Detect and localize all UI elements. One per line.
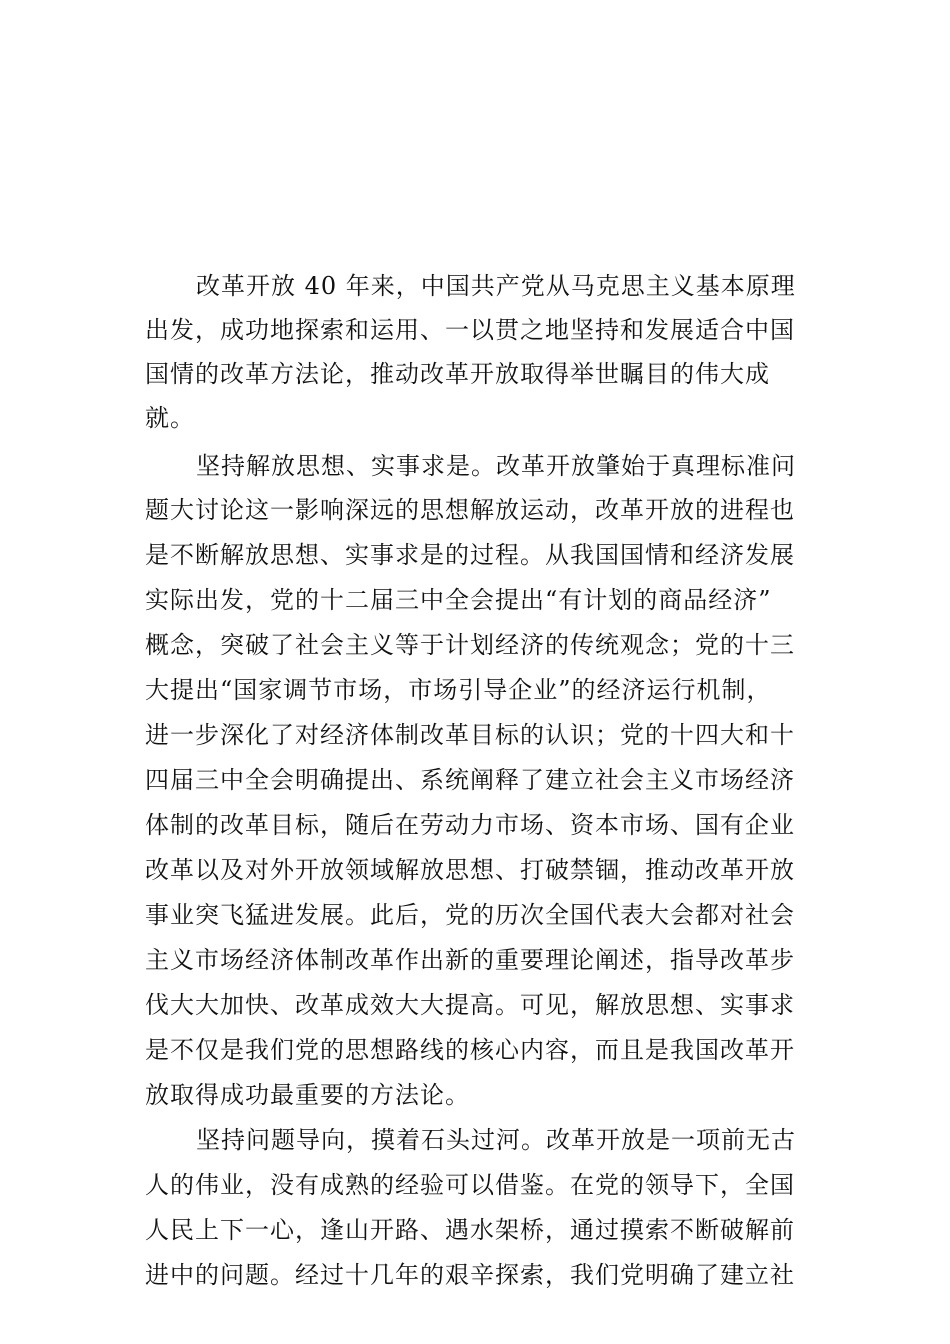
paragraph-1-line-3: 国情的改革方法论，推动改革开放取得举世瞩目的伟大成 xyxy=(145,360,770,388)
paragraph-2-line-10: 改革以及对外开放领域解放思想、打破禁锢，推动改革开放 xyxy=(145,856,795,884)
paragraph-2-line-15: 放取得成功最重要的方法论。 xyxy=(145,1081,470,1109)
paragraph-2-line-9: 体制的改革目标，随后在劳动力市场、资本市场、国有企业 xyxy=(145,811,795,839)
paragraph-2-line-4: 实际出发，党的十二届三中全会提出“有计划的商品经济” xyxy=(145,586,772,614)
paragraph-2-line-1: 坚持解放思想、实事求是。改革开放肇始于真理标准问 xyxy=(196,452,796,480)
paragraph-2-line-3: 是不断解放思想、实事求是的过程。从我国国情和经济发展 xyxy=(145,541,795,569)
paragraph-3-line-3: 人民上下一心，逢山开路、遇水架桥，通过摸索不断破解前 xyxy=(145,1216,795,1244)
paragraph-2-line-14: 是不仅是我们党的思想路线的核心内容，而且是我国改革开 xyxy=(145,1036,795,1064)
paragraph-2-line-5: 概念，突破了社会主义等于计划经济的传统观念；党的十三 xyxy=(145,631,795,659)
paragraph-3-line-4: 进中的问题。经过十几年的艰辛探索，我们党明确了建立社 xyxy=(145,1261,795,1289)
paragraph-2-line-6: 大提出“国家调节市场，市场引导企业”的经济运行机制， xyxy=(145,676,772,704)
paragraph-2-line-13: 伐大大加快、改革成效大大提高。可见，解放思想、实事求 xyxy=(145,991,795,1019)
paragraph-3-line-2: 人的伟业，没有成熟的经验可以借鉴。在党的领导下，全国 xyxy=(145,1171,795,1199)
paragraph-2-line-12: 主义市场经济体制改革作出新的重要理论阐述，指导改革步 xyxy=(145,946,795,974)
paragraph-1-line-1: 改革开放 40 年来，中国共产党从马克思主义基本原理 xyxy=(196,272,796,300)
paragraph-2-line-7: 进一步深化了对经济体制改革目标的认识；党的十四大和十 xyxy=(145,721,795,749)
paragraph-2-line-8: 四届三中全会明确提出、系统阐释了建立社会主义市场经济 xyxy=(145,766,795,794)
paragraph-1-line-2: 出发，成功地探索和运用、一以贯之地坚持和发展适合中国 xyxy=(145,316,795,344)
paragraph-3-line-1: 坚持问题导向，摸着石头过河。改革开放是一项前无古 xyxy=(196,1126,796,1154)
paragraph-2-line-11: 事业突飞猛进发展。此后，党的历次全国代表大会都对社会 xyxy=(145,901,795,929)
paragraph-1-line-4: 就。 xyxy=(145,404,195,432)
paragraph-2-line-2: 题大讨论这一影响深远的思想解放运动，改革开放的进程也 xyxy=(145,496,795,524)
